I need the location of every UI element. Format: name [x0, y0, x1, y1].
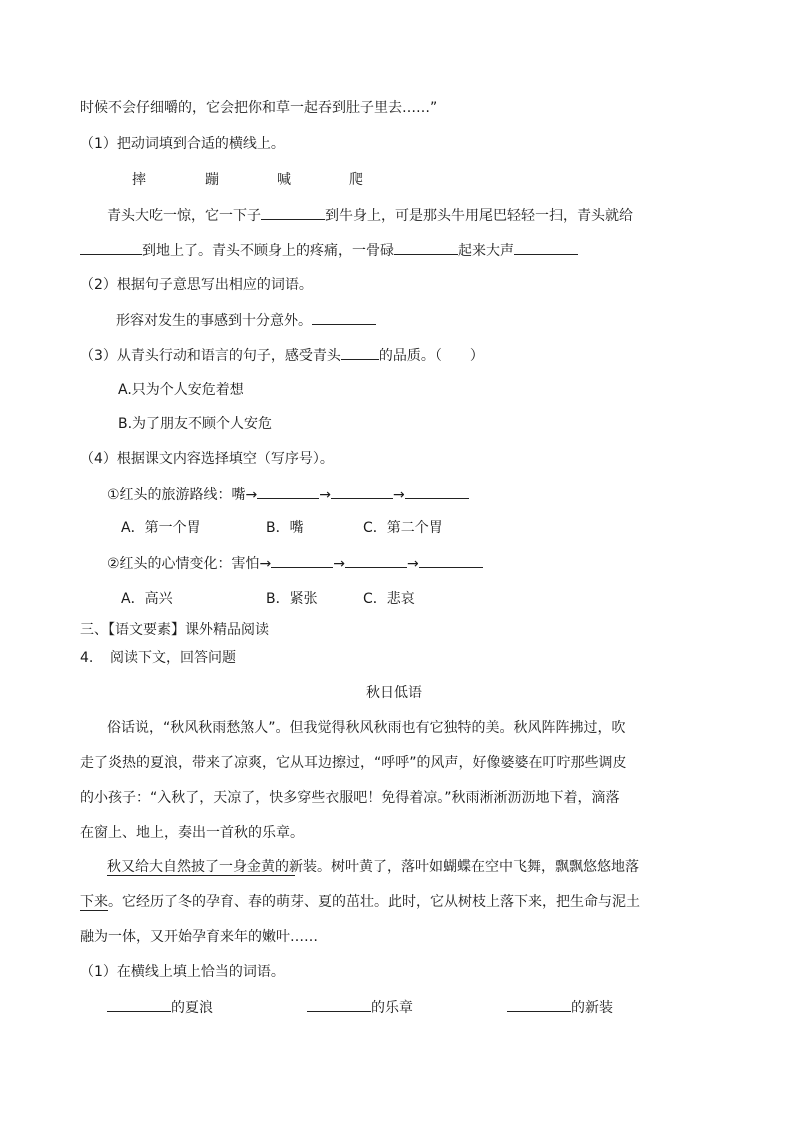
question-2-prompt: 形容对发生的事感到十分意外。: [116, 313, 312, 329]
fill-item-3-label: 的新装: [571, 1000, 613, 1016]
paragraph-1-line-1: 俗话说，“秋风秋雨愁煞人”。但我觉得秋风秋雨也有它独特的美。秋风阵阵拂过，吹: [107, 720, 626, 736]
question-2-text: [116, 310, 376, 331]
route-option-a: A．第一个胃: [121, 520, 201, 536]
route-label: ①红头的旅游路线：嘴→: [107, 487, 258, 503]
question-4-heading: （4）根据课文内容选择填空（写序号）。: [80, 451, 334, 467]
question-2-heading: （2）根据句子意思写出相应的词语。: [80, 277, 313, 293]
verb-option-1: 摔: [132, 172, 146, 188]
fill-blank[interactable]: [345, 553, 407, 568]
fill-blank[interactable]: [271, 553, 333, 568]
fill-blank[interactable]: [419, 553, 483, 568]
paragraph-2-line-3: 融为一体，又开始孕育来年的嫩叶……: [80, 929, 318, 945]
fill-item-1: [107, 997, 213, 1018]
paragraph-1-line-2: 走了炎热的夏浪，带来了凉爽，它从耳边擦过，“呼呼”的风声，好像婆婆在叮咛那些调皮: [80, 755, 627, 771]
question-3-heading: [80, 345, 484, 366]
fill-blank[interactable]: [261, 205, 325, 220]
question-4-number: 4.: [80, 650, 94, 666]
underline-mark: [80, 910, 108, 911]
question-4-instruction: 阅读下文，回答问题: [110, 650, 236, 666]
text-line-1: 时候不会仔细嚼的，它会把你和草一起吞到肚子里去……”: [80, 100, 438, 116]
paragraph-2-line-1: 秋又给大自然披了一身金黄的新装。树叶黄了，落叶如蝴蝶在空中飞舞，飘飘悠悠地落: [107, 859, 639, 875]
verb-option-3: 喊: [277, 172, 291, 188]
fill-blank[interactable]: [307, 997, 371, 1012]
arrow-icon: →: [407, 556, 419, 572]
passage-line-1-part-a: 青头大吃一惊，它一下子: [107, 208, 261, 224]
fill-blank[interactable]: [312, 310, 376, 325]
question-3-part-a: （3）从青头行动和语言的句子，感受青头: [80, 348, 341, 364]
passage-line-2-part-a: 到地上了。青头不顾身上的疼痛，一骨碌: [142, 243, 394, 259]
sub-question-1-heading: （1）在横线上填上恰当的词语。: [80, 964, 285, 980]
fill-blank[interactable]: [331, 484, 393, 499]
question-3-option-b[interactable]: B.为了朋友不顾个人安危: [118, 416, 273, 432]
fill-blank[interactable]: [405, 484, 469, 499]
passage-line-2-part-b: 起来大声: [458, 243, 514, 259]
article-title: 秋日低语: [366, 685, 422, 701]
passage-line-1-part-b: 到牛身上，可是那头牛用尾巴轻轻一扫，青头就给: [325, 208, 633, 224]
passage-line-1: [107, 205, 633, 226]
verb-option-2: 蹦: [205, 172, 219, 188]
fill-item-3: [507, 997, 613, 1018]
route-option-b: B．嘴: [266, 520, 304, 536]
fill-item-1-label: 的夏浪: [171, 1000, 213, 1016]
mood-row: [107, 553, 483, 574]
underline-mark: [107, 875, 295, 876]
fill-blank[interactable]: [341, 345, 379, 360]
arrow-icon: →: [333, 556, 346, 572]
mood-option-b: B．紧张: [266, 591, 318, 607]
fill-blank[interactable]: [514, 240, 578, 255]
fill-blank[interactable]: [257, 484, 319, 499]
mood-option-a: A．高兴: [121, 591, 173, 607]
verb-option-4: 爬: [349, 172, 363, 188]
mood-option-c: C．悲哀: [363, 591, 415, 607]
fill-blank[interactable]: [80, 240, 142, 255]
fill-blank[interactable]: [507, 997, 571, 1012]
paragraph-1-line-4: 在窗上、地上，奏出一首秋的乐章。: [80, 825, 304, 841]
mood-label: ②红头的心情变化：害怕→: [107, 556, 272, 572]
fill-blank[interactable]: [107, 997, 171, 1012]
fill-item-2: [307, 997, 413, 1018]
fill-blank[interactable]: [394, 240, 458, 255]
passage-line-2: [80, 240, 578, 261]
paragraph-1-line-3: 的小孩子：“入秋了，天凉了，快多穿些衣服吧！免得着凉。”秋雨淅淅沥沥地下着，滴落: [80, 790, 620, 806]
fill-item-2-label: 的乐章: [371, 1000, 413, 1016]
route-option-c: C．第二个胃: [363, 520, 443, 536]
question-1-heading: （1）把动词填到合适的横线上。: [80, 136, 285, 152]
arrow-icon: →: [393, 487, 405, 503]
paragraph-2-line-2: 下来。它经历了冬的孕育、春的萌芽、夏的茁壮。此时，它从树枝上落下来，把生命与泥土: [80, 894, 640, 910]
route-row: [107, 484, 469, 505]
section-3-heading: 三、【语文要素】课外精品阅读: [80, 622, 269, 638]
question-3-option-a[interactable]: A.只为个人安危着想: [118, 382, 244, 398]
arrow-icon: →: [319, 487, 332, 503]
question-3-part-b: 的品质。（ ）: [378, 348, 484, 364]
